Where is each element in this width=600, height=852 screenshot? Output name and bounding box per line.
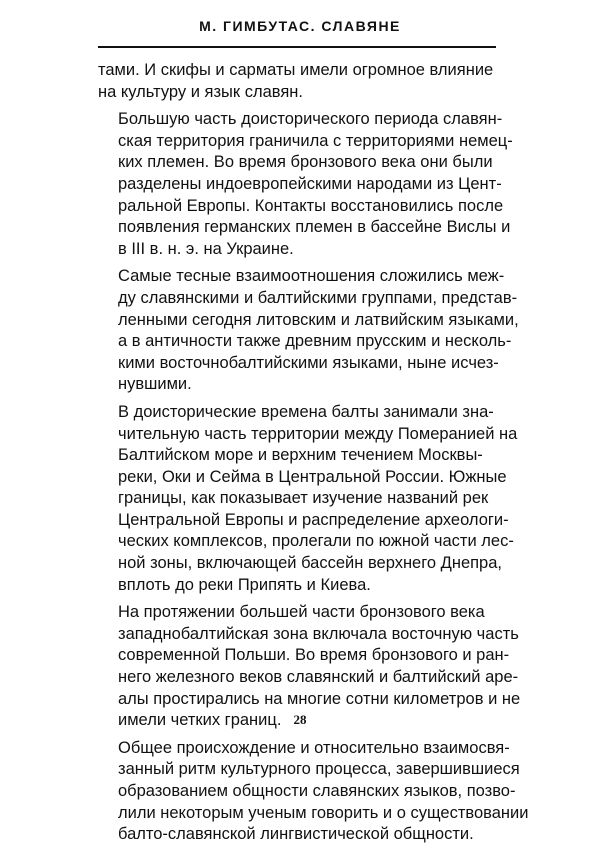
text-line: Балтийском море и верхним течением Москвы- (118, 446, 483, 465)
text-line: в III в. н. э. на Украине. (118, 239, 294, 258)
text-line: современной Польши. Во время бронзового и ран- (118, 646, 510, 665)
text-line: тами. И скифы и сарматы имели огромное влияние (98, 61, 494, 79)
text-line: ральной Европы. Контакты восстановились после (118, 196, 504, 215)
text-line: ская территория граничила с территориями немец- (118, 131, 513, 150)
text-line: Большую часть доисторического периода славян- (118, 110, 503, 129)
text-line: реки, Оки и Сейма в Центральной России. Южные (118, 467, 507, 486)
text-line: а в античности также древним прусским и несколь- (118, 332, 512, 351)
text-line: ду славянскими и балтийскими группами, представ- (118, 288, 518, 307)
text-line: границы, как показывает изучение названий рек (118, 489, 489, 508)
text-line: ленными сегодня литовским и латвийским языками, (118, 310, 519, 329)
text-line: ной зоны, включающей бассейн верхнего Днепра, (118, 554, 502, 573)
text-line: Центральной Европы и распределение археологи- (118, 510, 509, 529)
text-line: Общее происхождение и относительно взаимосвя- (118, 738, 510, 757)
text-line: чительную часть территории между Померанией на (118, 424, 518, 443)
paragraph (98, 60, 498, 103)
paragraph (98, 266, 519, 396)
text-line: ких племен. Во время бронзового века они были (118, 153, 493, 172)
text-line: на культуру и язык славян. (98, 82, 303, 101)
paragraph (98, 109, 513, 260)
text-line: него железного веков славянский и балтийский аре- (118, 668, 519, 687)
text-line: лили некоторым ученым говорить и о существовании (118, 803, 529, 822)
text-line: нувшими. (118, 375, 192, 394)
paragraph (98, 402, 518, 596)
paragraph (98, 738, 529, 846)
text-line: алы простирались на многие сотни километров и не (118, 689, 521, 708)
text-line: На протяжении большей части бронзового века (118, 603, 485, 622)
text-line: ческих комплексов, пролегали по южной части лес- (118, 532, 514, 551)
body-text (98, 60, 529, 852)
text-line: западнобалтийская зона включала восточную часть (118, 624, 519, 643)
text-line: образованием общности славянских языков, позво- (118, 782, 516, 800)
text-line: имели четких границ. (118, 711, 282, 730)
text-line: Самые тесные взаимоотношения сложились меж- (118, 267, 505, 286)
text-line: В доисторические времена балты занимали зна- (118, 402, 494, 421)
header-rule (98, 46, 496, 48)
text-line: вплоть до реки Припять и Киева. (118, 575, 371, 594)
page-number: 28 (293, 712, 307, 727)
text-line: кими восточнобалтийскими языками, ныне исчез- (118, 353, 499, 372)
running-head: М. ГИМБУТАС. СЛАВЯНЕ (199, 18, 401, 34)
text-line: занный ритм культурного процесса, завершившиеся (118, 760, 520, 779)
text-line: появления германских племен в бассейне Вислы и (118, 218, 511, 237)
text-line: разделены индоевропейскими народами из Цент- (118, 174, 502, 193)
text-line: балто-славянской лингвистической общности. (118, 825, 474, 844)
